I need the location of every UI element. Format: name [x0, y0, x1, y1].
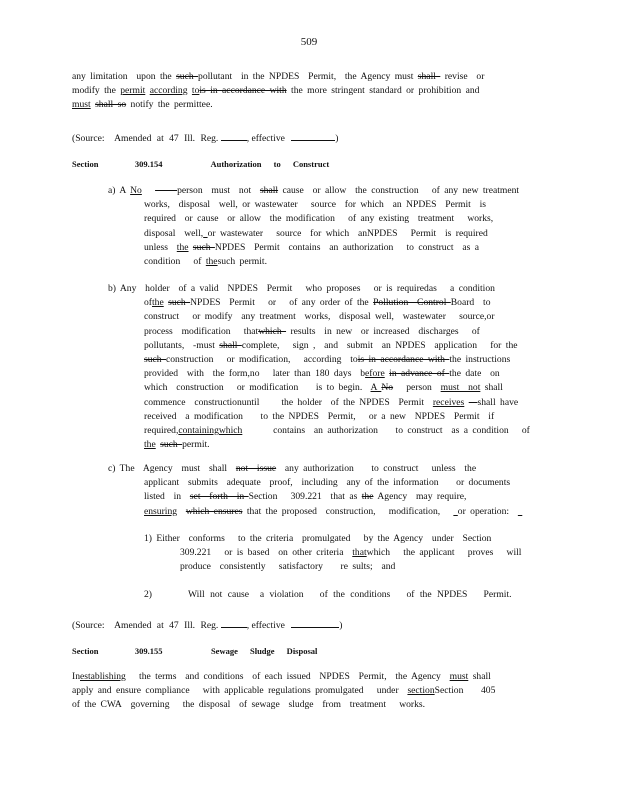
b-line-5: pollutants, -must shall complete, sign , and submit an NPDES application for the: [144, 339, 518, 351]
c1-line-2: 309.221 or is based on other criteria thatwhich the applicant proves will: [180, 547, 522, 559]
page-number: 509: [300, 36, 318, 48]
a-line-4: disposal well, or wastewater source for which anNPDES Permit is required: [144, 227, 488, 239]
reg-blank-2: [221, 617, 247, 628]
b-line-7: provided with the form,no later than 180 days before in advance of the date on: [144, 368, 500, 380]
final-paragraph: [72, 670, 534, 713]
effective-blank-2: [291, 617, 339, 628]
c-line-3: listed in set forth in Section 309.221 that as the Agency may require,: [144, 491, 467, 503]
subsection-b: [108, 282, 534, 452]
b-line-9: commence constructionuntil the holder of the NPDES Permit receives shall have: [144, 396, 519, 408]
c2-line-1: 2) Will not cause a violation of the conditions of the NPDES Permit.: [144, 589, 512, 600]
c1-line-1: 1) Either conforms to the criteria promulgated by the Agency under Section: [144, 533, 492, 544]
a-line-2: works, disposal well, or wastewater source for which an NPDES Permit is: [144, 199, 487, 211]
subsection-c-2: [144, 588, 524, 602]
subsection-a: [108, 184, 530, 269]
final-line-3: of the CWA governing the disposal of sewage sludge from treatment works.: [72, 699, 426, 711]
section-309-155-heading: Section 309.155 Sewage Sludge Disposal: [72, 646, 318, 656]
a-line-3: required or cause or allow the modification of any existing treatment works,: [144, 213, 494, 225]
b-line-4: process modification thatwhich results in new or increased discharges of: [144, 325, 480, 337]
b-line-10: received a modification to the NPDES Permit, or a new NPDES Permit if: [144, 410, 495, 422]
source-note-2: (Source: Amended at 47 Ill. Reg. , effective ): [72, 617, 343, 631]
intro-paragraph: [72, 70, 538, 113]
reg-blank-1: [221, 130, 247, 141]
source-note-1: (Source: Amended at 47 Ill. Reg. , effective ): [72, 130, 339, 144]
b-line-12: the such permit.: [144, 439, 210, 451]
c-line-2: applicant submits adequate proof, including any of the information or documents: [144, 477, 511, 489]
intro-line-3: must shall so notify the permittee.: [72, 99, 213, 111]
a-line-6: condition of thesuch permit.: [144, 256, 267, 268]
final-line-1: Inestablishing the terms and conditions of each issued NPDES Permit, the Agency must shall: [72, 671, 491, 682]
b-line-8: which construction or modification is to begin. A No person must not shall: [144, 382, 503, 394]
final-line-2: apply and ensure compliance with applicable regulations promulgated under sectionSection 405: [72, 685, 496, 697]
c1-line-3: produce consistently satisfactory re sults; and: [180, 561, 396, 573]
intro-line-1: any limitation upon the such pollutant in the NPDES Permit, the Agency must shall revise or: [72, 71, 485, 82]
intro-line-2: modify the permit according tois in accordance with the more stringent standard or prohibition and: [72, 85, 480, 97]
a-line-1: a) A No person must not shall cause or allow the construction of any new treatment: [108, 185, 520, 196]
b-line-2: ofthe such NPDES Permit or of any order of the Pollution Control Board to: [144, 297, 491, 309]
subsection-c: [108, 462, 544, 519]
b-line-1: b) Any holder of a valid NPDES Permit who proposes or is requiredas a condition: [108, 283, 495, 294]
subsection-c-1: [144, 532, 526, 575]
b-line-6: such construction or modification, according tois in accordance with the instructions: [144, 354, 511, 366]
b-line-11: required,containingwhich contains an authorization to construct as a condition of: [144, 425, 530, 437]
a-line-5: unless the such NPDES Permit contains an authorization to construct as a: [144, 241, 479, 253]
b-line-3: construct or modify any treatment works, disposal well, wastewater source,or: [144, 311, 495, 323]
section-309-154-heading: Section 309.154 Authorization to Construct: [72, 159, 330, 169]
effective-blank-1: [291, 130, 335, 141]
c-line-1: c) The Agency must shall not issue any authorization to construct unless the: [108, 463, 477, 474]
c-line-4: ensuring which ensures that the proposed construction, modification, or operation:: [144, 505, 518, 517]
